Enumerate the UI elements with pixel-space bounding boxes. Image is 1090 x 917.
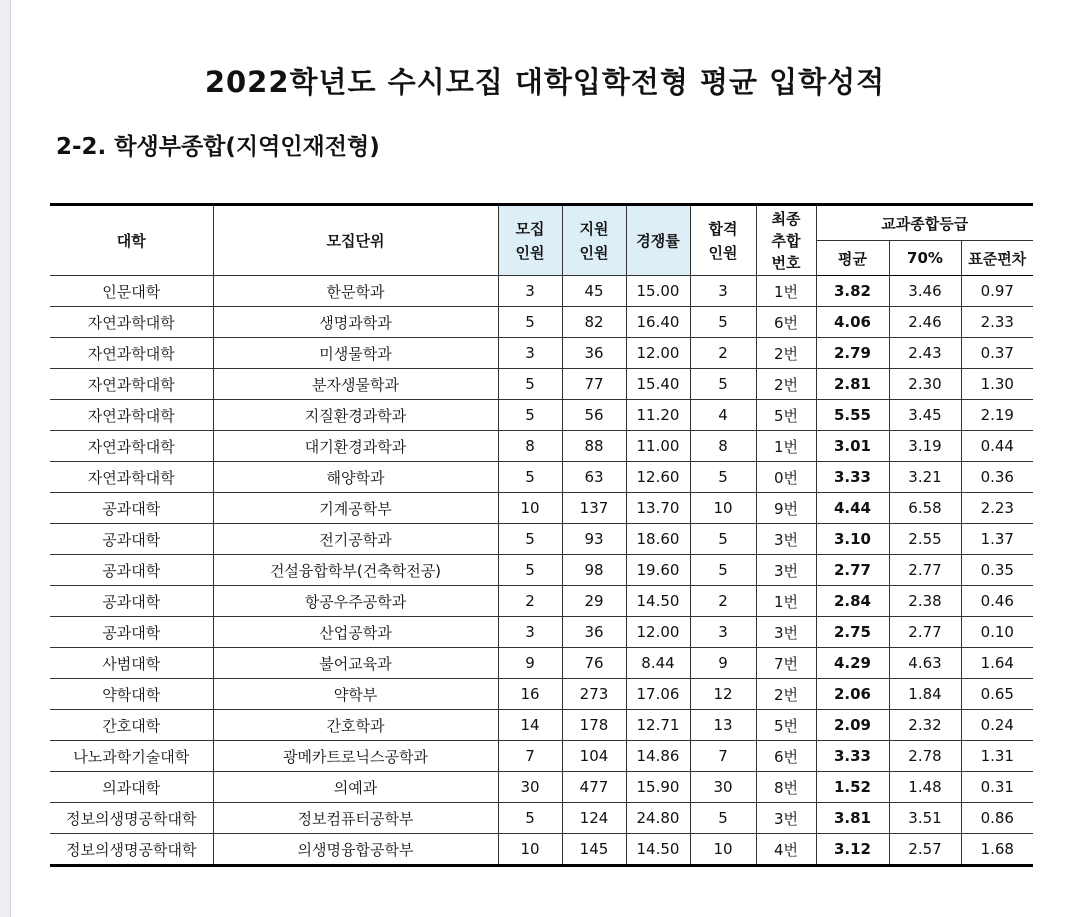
cell-final-number: 7번: [756, 648, 816, 679]
table-row: [50, 803, 1033, 834]
cell-college: 나노과학기술대학: [50, 741, 213, 772]
cell-ratio: 11.00: [626, 431, 690, 462]
cell-std-dev: 2.19: [961, 400, 1033, 431]
cell-average: 4.44: [816, 493, 889, 524]
cell-ratio: 14.50: [626, 834, 690, 866]
cell-unit: 해양학과: [213, 462, 498, 493]
cell-ratio: 19.60: [626, 555, 690, 586]
cell-passed: 3: [690, 617, 756, 648]
cell-average: 3.82: [816, 276, 889, 307]
cell-quota: 16: [498, 679, 562, 710]
cell-unit: 기계공학부: [213, 493, 498, 524]
cell-passed: 10: [690, 493, 756, 524]
page-left-edge: [0, 0, 11, 917]
cell-college: 공과대학: [50, 586, 213, 617]
cell-passed: 2: [690, 338, 756, 369]
cell-70-percent: 3.45: [889, 400, 961, 431]
table-row: [50, 307, 1033, 338]
cell-70-percent: 6.58: [889, 493, 961, 524]
cell-applicants: 63: [562, 462, 626, 493]
cell-passed: 5: [690, 803, 756, 834]
cell-college: 자연과학대학: [50, 462, 213, 493]
cell-college: 정보의생명공학대학: [50, 834, 213, 866]
cell-std-dev: 0.10: [961, 617, 1033, 648]
cell-final-number: 6번: [756, 307, 816, 338]
table-header-row: [50, 205, 1033, 241]
cell-applicants: 477: [562, 772, 626, 803]
cell-passed: 5: [690, 462, 756, 493]
cell-final-number: 4번: [756, 834, 816, 866]
cell-unit: 한문학과: [213, 276, 498, 307]
header-passed-line1: 합격: [708, 219, 738, 238]
header-final-waitlist: [756, 205, 816, 276]
table-row: [50, 493, 1033, 524]
cell-std-dev: 0.86: [961, 803, 1033, 834]
cell-quota: 14: [498, 710, 562, 741]
cell-70-percent: 2.38: [889, 586, 961, 617]
cell-average: 2.84: [816, 586, 889, 617]
cell-unit: 미생물학과: [213, 338, 498, 369]
table-row: [50, 555, 1033, 586]
document-title: 2022학년도 수시모집 대학입학전형 평균 입학성적: [204, 65, 886, 99]
cell-unit: 정보컴퓨터공학부: [213, 803, 498, 834]
cell-70-percent: 2.77: [889, 555, 961, 586]
cell-final-number: 6번: [756, 741, 816, 772]
table-row: [50, 586, 1033, 617]
cell-quota: 10: [498, 834, 562, 866]
cell-std-dev: 0.36: [961, 462, 1033, 493]
cell-quota: 5: [498, 555, 562, 586]
cell-ratio: 12.60: [626, 462, 690, 493]
cell-std-dev: 0.44: [961, 431, 1033, 462]
cell-unit: 지질환경과학과: [213, 400, 498, 431]
table-row: [50, 834, 1033, 866]
cell-std-dev: 1.31: [961, 741, 1033, 772]
cell-passed: 30: [690, 772, 756, 803]
cell-quota: 30: [498, 772, 562, 803]
cell-70-percent: 2.30: [889, 369, 961, 400]
cell-applicants: 36: [562, 338, 626, 369]
cell-ratio: 11.20: [626, 400, 690, 431]
header-ratio: 경쟁률: [626, 205, 690, 276]
cell-applicants: 178: [562, 710, 626, 741]
cell-applicants: 104: [562, 741, 626, 772]
table-row: [50, 648, 1033, 679]
cell-college: 인문대학: [50, 276, 213, 307]
cell-college: 사범대학: [50, 648, 213, 679]
cell-final-number: 2번: [756, 369, 816, 400]
table-row: [50, 462, 1033, 493]
header-passed: [690, 205, 756, 276]
cell-college: 자연과학대학: [50, 307, 213, 338]
cell-ratio: 8.44: [626, 648, 690, 679]
cell-unit: 불어교육과: [213, 648, 498, 679]
cell-applicants: 137: [562, 493, 626, 524]
cell-average: 3.33: [816, 462, 889, 493]
header-college: 대학: [50, 205, 213, 276]
cell-final-number: 3번: [756, 524, 816, 555]
header-applicants-line1: 지원: [579, 219, 609, 238]
cell-applicants: 76: [562, 648, 626, 679]
cell-quota: 10: [498, 493, 562, 524]
cell-average: 4.06: [816, 307, 889, 338]
cell-average: 3.81: [816, 803, 889, 834]
cell-average: 3.33: [816, 741, 889, 772]
section-title: 2-2. 학생부종합(지역인재전형): [56, 134, 380, 160]
cell-quota: 5: [498, 803, 562, 834]
admission-results-table: [50, 203, 1033, 867]
table-row: [50, 400, 1033, 431]
cell-average: 2.75: [816, 617, 889, 648]
header-70-percent: 70%: [889, 241, 961, 276]
cell-std-dev: 1.37: [961, 524, 1033, 555]
cell-ratio: 16.40: [626, 307, 690, 338]
cell-std-dev: 0.24: [961, 710, 1033, 741]
cell-applicants: 29: [562, 586, 626, 617]
cell-ratio: 12.00: [626, 617, 690, 648]
cell-70-percent: 3.51: [889, 803, 961, 834]
cell-ratio: 12.00: [626, 338, 690, 369]
header-std-dev: 표준편차: [961, 241, 1033, 276]
header-passed-line2: 인원: [708, 243, 738, 262]
cell-final-number: 8번: [756, 772, 816, 803]
cell-applicants: 88: [562, 431, 626, 462]
header-final-line1: 최종: [771, 209, 801, 228]
cell-final-number: 5번: [756, 710, 816, 741]
cell-std-dev: 0.65: [961, 679, 1033, 710]
cell-college: 간호대학: [50, 710, 213, 741]
cell-average: 4.29: [816, 648, 889, 679]
cell-unit: 광메카트로닉스공학과: [213, 741, 498, 772]
cell-college: 공과대학: [50, 555, 213, 586]
cell-college: 자연과학대학: [50, 400, 213, 431]
cell-unit: 전기공학과: [213, 524, 498, 555]
cell-ratio: 18.60: [626, 524, 690, 555]
cell-unit: 생명과학과: [213, 307, 498, 338]
cell-70-percent: 2.78: [889, 741, 961, 772]
cell-70-percent: 3.19: [889, 431, 961, 462]
cell-ratio: 17.06: [626, 679, 690, 710]
cell-70-percent: 1.48: [889, 772, 961, 803]
cell-average: 2.77: [816, 555, 889, 586]
header-final-line3: 번호: [771, 253, 801, 272]
cell-final-number: 0번: [756, 462, 816, 493]
cell-unit: 산업공학과: [213, 617, 498, 648]
table-row: [50, 710, 1033, 741]
cell-ratio: 12.71: [626, 710, 690, 741]
header-applicants: [562, 205, 626, 276]
table-row: [50, 524, 1033, 555]
cell-std-dev: 1.30: [961, 369, 1033, 400]
cell-70-percent: 2.57: [889, 834, 961, 866]
table-row: [50, 741, 1033, 772]
cell-passed: 5: [690, 555, 756, 586]
cell-std-dev: 0.31: [961, 772, 1033, 803]
cell-passed: 13: [690, 710, 756, 741]
cell-ratio: 15.40: [626, 369, 690, 400]
cell-applicants: 82: [562, 307, 626, 338]
cell-passed: 10: [690, 834, 756, 866]
header-quota-line2: 인원: [515, 243, 545, 262]
cell-final-number: 1번: [756, 276, 816, 307]
cell-passed: 5: [690, 369, 756, 400]
cell-college: 약학대학: [50, 679, 213, 710]
cell-std-dev: 1.64: [961, 648, 1033, 679]
cell-applicants: 77: [562, 369, 626, 400]
header-applicants-line2: 인원: [579, 243, 609, 262]
cell-college: 자연과학대학: [50, 431, 213, 462]
header-quota-line1: 모집: [515, 219, 545, 238]
cell-70-percent: 1.84: [889, 679, 961, 710]
cell-average: 2.79: [816, 338, 889, 369]
cell-college: 자연과학대학: [50, 338, 213, 369]
cell-applicants: 45: [562, 276, 626, 307]
cell-applicants: 273: [562, 679, 626, 710]
cell-college: 공과대학: [50, 617, 213, 648]
cell-70-percent: 2.32: [889, 710, 961, 741]
cell-passed: 4: [690, 400, 756, 431]
cell-passed: 12: [690, 679, 756, 710]
table-body: [50, 276, 1033, 866]
cell-passed: 8: [690, 431, 756, 462]
cell-std-dev: 1.68: [961, 834, 1033, 866]
table-row: [50, 772, 1033, 803]
cell-quota: 2: [498, 586, 562, 617]
cell-unit: 약학부: [213, 679, 498, 710]
cell-unit: 분자생물학과: [213, 369, 498, 400]
table-row: [50, 338, 1033, 369]
table-row: [50, 617, 1033, 648]
cell-std-dev: 2.23: [961, 493, 1033, 524]
cell-ratio: 15.90: [626, 772, 690, 803]
cell-70-percent: 2.46: [889, 307, 961, 338]
cell-college: 자연과학대학: [50, 369, 213, 400]
cell-final-number: 1번: [756, 431, 816, 462]
cell-std-dev: 0.37: [961, 338, 1033, 369]
cell-passed: 5: [690, 307, 756, 338]
cell-average: 3.12: [816, 834, 889, 866]
cell-ratio: 14.50: [626, 586, 690, 617]
cell-quota: 5: [498, 462, 562, 493]
table-row: [50, 679, 1033, 710]
cell-final-number: 5번: [756, 400, 816, 431]
cell-average: 5.55: [816, 400, 889, 431]
header-grade-group: 교과종합등급: [816, 205, 1033, 241]
cell-average: 2.09: [816, 710, 889, 741]
cell-unit: 간호학과: [213, 710, 498, 741]
cell-average: 2.81: [816, 369, 889, 400]
cell-70-percent: 2.55: [889, 524, 961, 555]
header-unit: 모집단위: [213, 205, 498, 276]
cell-college: 의과대학: [50, 772, 213, 803]
cell-passed: 2: [690, 586, 756, 617]
header-average: 평균: [816, 241, 889, 276]
cell-70-percent: 4.63: [889, 648, 961, 679]
cell-std-dev: 2.33: [961, 307, 1033, 338]
cell-unit: 대기환경과학과: [213, 431, 498, 462]
table-row: [50, 276, 1033, 307]
cell-applicants: 93: [562, 524, 626, 555]
cell-std-dev: 0.35: [961, 555, 1033, 586]
cell-passed: 3: [690, 276, 756, 307]
cell-average: 1.52: [816, 772, 889, 803]
cell-std-dev: 0.46: [961, 586, 1033, 617]
cell-ratio: 13.70: [626, 493, 690, 524]
cell-passed: 7: [690, 741, 756, 772]
cell-unit: 항공우주공학과: [213, 586, 498, 617]
cell-ratio: 14.86: [626, 741, 690, 772]
cell-quota: 8: [498, 431, 562, 462]
cell-final-number: 3번: [756, 555, 816, 586]
cell-applicants: 98: [562, 555, 626, 586]
cell-quota: 5: [498, 524, 562, 555]
cell-college: 공과대학: [50, 524, 213, 555]
header-quota: [498, 205, 562, 276]
cell-applicants: 36: [562, 617, 626, 648]
cell-quota: 9: [498, 648, 562, 679]
cell-average: 2.06: [816, 679, 889, 710]
cell-unit: 건설융합학부(건축학전공): [213, 555, 498, 586]
cell-std-dev: 0.97: [961, 276, 1033, 307]
cell-college: 정보의생명공학대학: [50, 803, 213, 834]
cell-applicants: 145: [562, 834, 626, 866]
cell-college: 공과대학: [50, 493, 213, 524]
cell-passed: 9: [690, 648, 756, 679]
cell-applicants: 56: [562, 400, 626, 431]
cell-applicants: 124: [562, 803, 626, 834]
cell-passed: 5: [690, 524, 756, 555]
cell-70-percent: 3.21: [889, 462, 961, 493]
cell-unit: 의예과: [213, 772, 498, 803]
cell-70-percent: 3.46: [889, 276, 961, 307]
cell-final-number: 2번: [756, 338, 816, 369]
cell-final-number: 9번: [756, 493, 816, 524]
cell-final-number: 1번: [756, 586, 816, 617]
cell-final-number: 2번: [756, 679, 816, 710]
cell-ratio: 24.80: [626, 803, 690, 834]
cell-unit: 의생명융합공학부: [213, 834, 498, 866]
cell-average: 3.01: [816, 431, 889, 462]
cell-quota: 3: [498, 617, 562, 648]
cell-70-percent: 2.77: [889, 617, 961, 648]
cell-final-number: 3번: [756, 803, 816, 834]
cell-quota: 5: [498, 307, 562, 338]
cell-quota: 5: [498, 400, 562, 431]
table-row: [50, 431, 1033, 462]
cell-average: 3.10: [816, 524, 889, 555]
cell-quota: 7: [498, 741, 562, 772]
cell-quota: 3: [498, 338, 562, 369]
cell-quota: 3: [498, 276, 562, 307]
cell-final-number: 3번: [756, 617, 816, 648]
table-row: [50, 369, 1033, 400]
cell-70-percent: 2.43: [889, 338, 961, 369]
cell-ratio: 15.00: [626, 276, 690, 307]
cell-quota: 5: [498, 369, 562, 400]
header-final-line2: 추합: [771, 231, 801, 250]
